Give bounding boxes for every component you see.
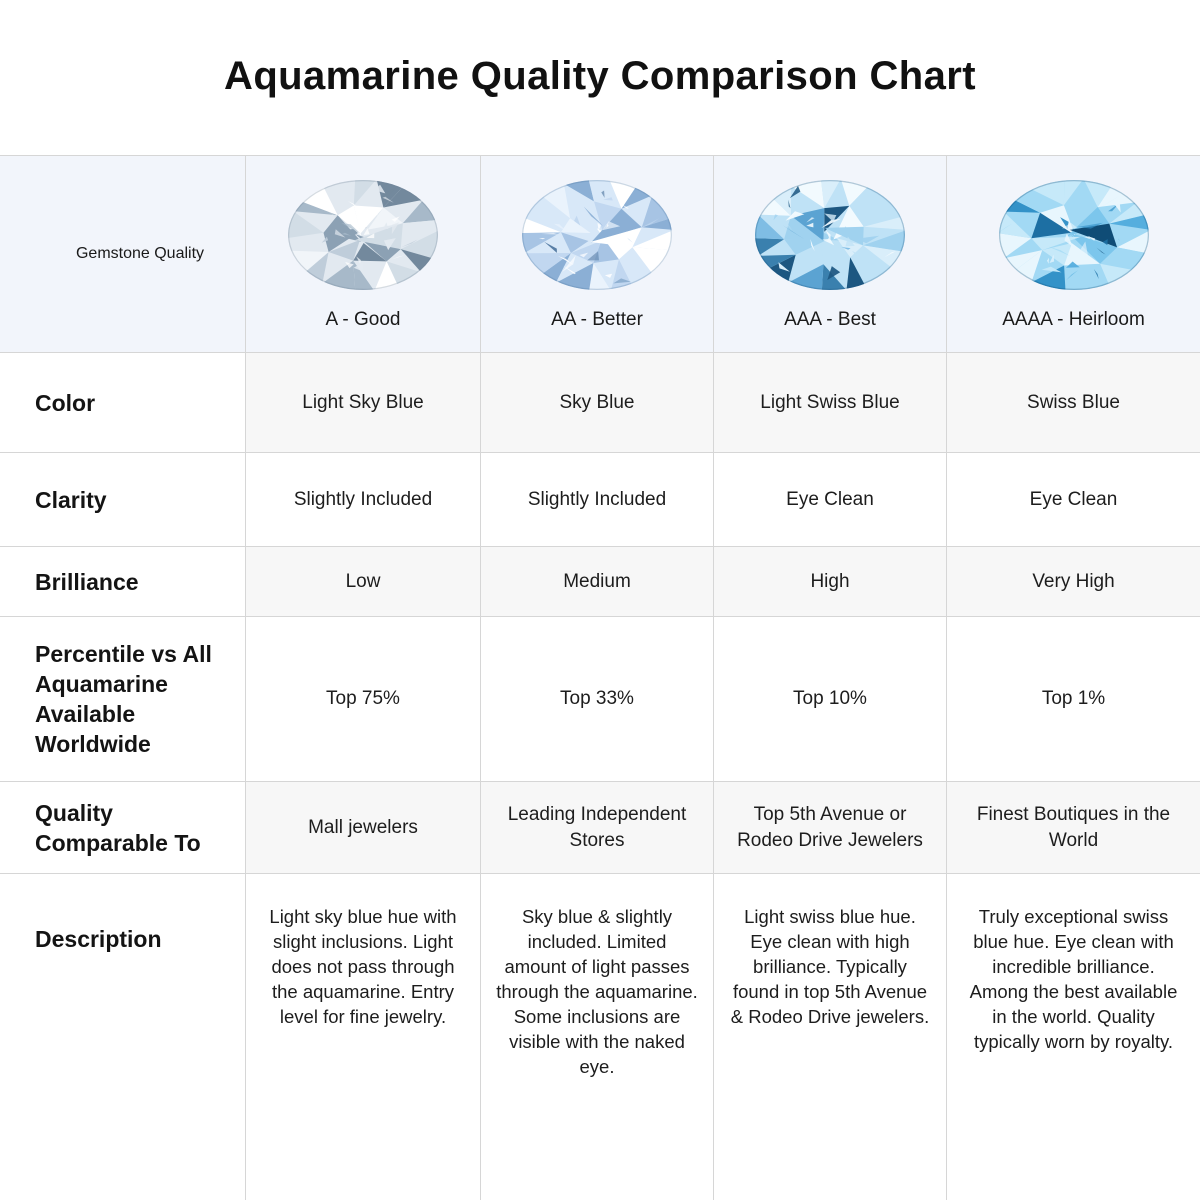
column-header-aaaa [947,156,1200,353]
row-label-description: Description [0,874,246,1200]
color-value-aa: Sky Blue [481,353,714,453]
comparison-table [0,155,1200,1200]
comparable-value-a: Mall jewelers [246,782,481,874]
aquamarine-gem-aaaa-icon [994,177,1154,301]
column-label-aa: AA - Better [551,309,643,330]
description-value-aaa: Light swiss blue hue. Eye clean with high brilliance. Typically found in top 5th Avenue & Rodeo Drive jewelers. [714,874,947,1200]
row-label-percentile: Percentile vs All Aquamarine Available Worldwide [0,617,246,782]
brilliance-value-a: Low [246,547,481,617]
column-header-aa [481,156,714,353]
description-value-aaaa: Truly exceptional swiss blue hue. Eye clean with incredible brilliance. Among the best available in the world. Quality typically worn by royalty. [947,874,1200,1200]
brilliance-value-aaaa: Very High [947,547,1200,617]
corner-header-cell [0,156,246,353]
clarity-value-aaaa: Eye Clean [947,453,1200,547]
column-label-a: A - Good [325,309,401,330]
brilliance-value-aa: Medium [481,547,714,617]
column-header-aaa [714,156,947,353]
brilliance-value-aaa: High [714,547,947,617]
percentile-value-aaa: Top 10% [714,617,947,782]
column-header-a [246,156,481,353]
aquamarine-gem-a-icon [283,177,443,301]
clarity-value-aa: Slightly Included [481,453,714,547]
color-value-aaaa: Swiss Blue [947,353,1200,453]
color-value-a: Light Sky Blue [246,353,481,453]
row-label-quality-comparable: Quality Comparable To [0,782,246,874]
page-title: Aquamarine Quality Comparison Chart [224,54,976,98]
description-value-a: Light sky blue hue with slight inclusions. Light does not pass through the aquamarine. Entry level for fine jewelry. [246,874,481,1200]
clarity-value-a: Slightly Included [246,453,481,547]
aquamarine-gem-aaa-icon [750,177,910,301]
aquamarine-comparison-page [0,52,1200,1200]
color-value-aaa: Light Swiss Blue [714,353,947,453]
column-label-aaa: AAA - Best [784,309,876,330]
percentile-value-aa: Top 33% [481,617,714,782]
corner-header-label: Gemstone Quality [75,245,205,262]
row-label-color: Color [0,353,246,453]
row-label-brilliance: Brilliance [0,547,246,617]
column-label-aaaa: AAAA - Heirloom [1002,309,1145,330]
comparable-value-aa: Leading Independent Stores [481,782,714,874]
row-label-clarity: Clarity [0,453,246,547]
comparable-value-aaaa: Finest Boutiques in the World [947,782,1200,874]
percentile-value-a: Top 75% [246,617,481,782]
aquamarine-gem-aa-icon [517,177,677,301]
clarity-value-aaa: Eye Clean [714,453,947,547]
percentile-value-aaaa: Top 1% [947,617,1200,782]
comparable-value-aaa: Top 5th Avenue or Rodeo Drive Jewelers [714,782,947,874]
description-value-aa: Sky blue & slightly included. Limited amount of light passes through the aquamarine. Some inclusions are visible with the naked eye. [481,874,714,1200]
